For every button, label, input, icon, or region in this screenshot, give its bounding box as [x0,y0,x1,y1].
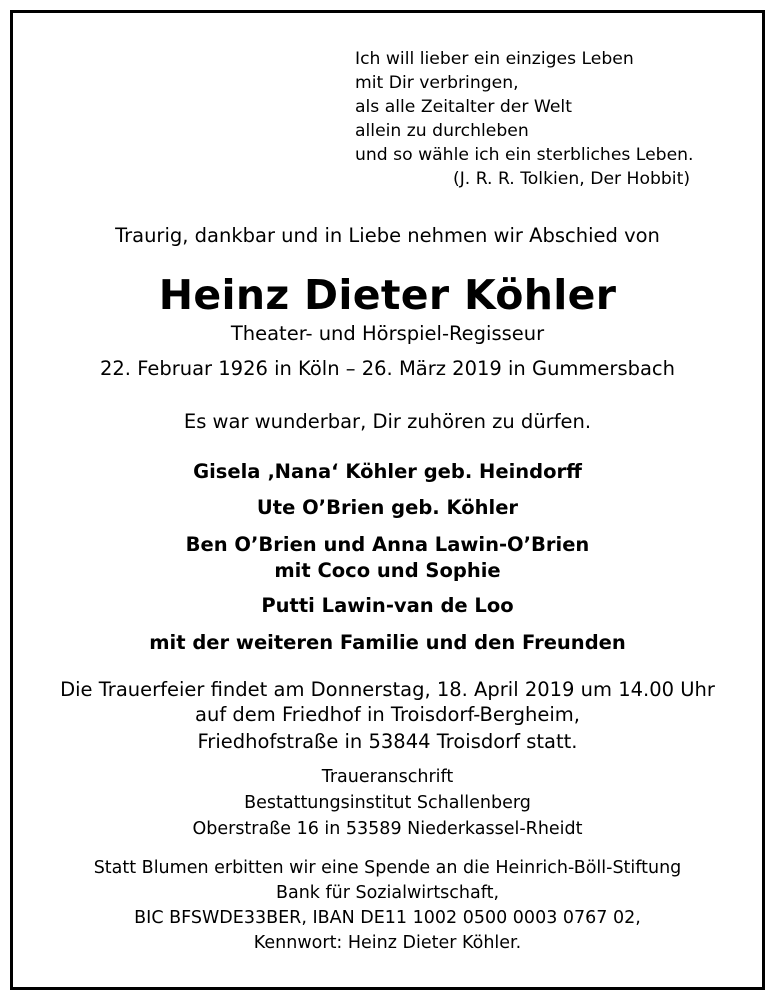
address-line: Bestattungsinstitut Schallenberg [244,793,531,813]
mourner-name: mit der weiteren Familie und den Freunden [149,631,626,654]
mourner-name: Ute O’Brien geb. Köhler [256,496,519,519]
mourner-name: mit Coco und Sophie [274,559,501,582]
address-line: Oberstraße 16 in 53589 Niederkassel-Rheidt [192,819,583,839]
funeral-line: auf dem Friedhof in Troisdorf-Bergheim, [195,703,580,726]
intro-text: Traurig, dankbar und in Liebe nehmen wir Abschied von [115,224,660,247]
poem-line: als alle Zeitalter der Welt [355,97,572,117]
funeral-line: Die Trauerfeier findet am Donnerstag, 18. April 2019 um 14.00 Uhr [60,678,715,701]
mourner-name: Putti Lawin-van de Loo [261,594,514,617]
poem-line: und so wähle ich ein sterbliches Leben. [355,145,694,165]
donation-line: Statt Blumen erbitten wir eine Spende an die Heinrich-Böll-Stiftung [93,858,682,878]
deceased-name: Heinz Dieter Köhler [158,271,617,319]
poem-line: mit Dir verbringen, [355,73,519,93]
poem-line: Ich will lieber ein einziges Leben [355,49,634,69]
donation-line: BIC BFSWDE33BER, IBAN DE11 1002 0500 0003 0767 02, [134,908,641,928]
deceased-dates: 22. Februar 1926 in Köln – 26. März 2019 in Gummersbach [99,357,676,380]
deceased-profession: Theater- und Hörspiel-Regisseur [230,322,545,345]
donation-line: Bank für Sozialwirtschaft, [275,883,500,903]
funeral-line: Friedhofstraße in 53844 Troisdorf statt. [197,730,578,753]
address-line: Traueranschrift [321,767,454,787]
mourner-name: Gisela ‚Nana‘ Köhler geb. Heindorff [193,460,582,483]
poem-line: allein zu durchleben [355,121,529,141]
farewell-quote: Es war wunderbar, Dir zuhören zu dürfen. [183,410,592,433]
donation-line: Kennwort: Heinz Dieter Köhler. [253,933,522,953]
obituary-notice [13,13,762,987]
mourner-name: Ben O’Brien und Anna Lawin-O’Brien [185,533,590,556]
poem-source: (J. R. R. Tolkien, Der Hobbit) [453,169,691,189]
